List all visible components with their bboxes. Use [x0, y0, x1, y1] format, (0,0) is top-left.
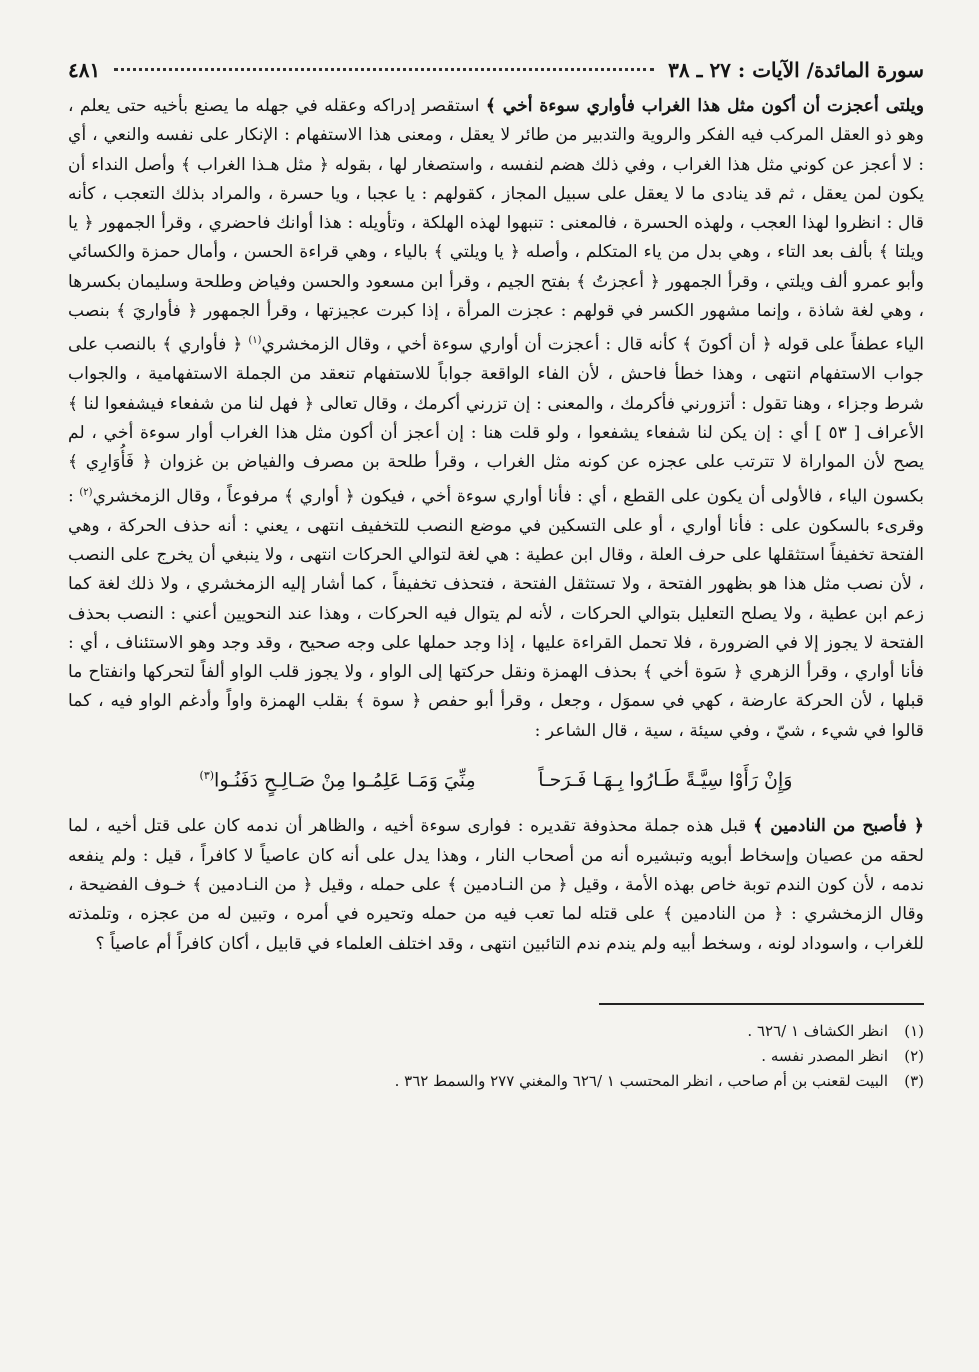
verse-quote: ﴿ فأصبح من النادمين ﴾: [753, 816, 924, 837]
verse-hemistich: مِنِّيَ وَمَـا عَلِمُـوا مِنْ صَـالِـحٍ دَفَنُـوا$^{(٣)}$: [199, 769, 476, 792]
footnote-separator: [599, 1003, 924, 1005]
footnote-text: انظر الكشاف ١ /٦٢٦ .: [747, 1021, 888, 1040]
paragraph: [68, 92, 924, 746]
paragraph-text: قبل هذه جملة محذوفة تقديره : فوارى سوءة أخيه ، والظاهر أن ندمه كان على قتل أخيه ، لما لحقه من عصيان وإسخاط أبويه وتبشيره أنه من أصحاب النار ، وهذا يدل على أنه كان عاصياً لا كافراً ، قيل : ولم ينفعه ندمه ، لأن كون الندم توبة خاص بهذه الأمة ، وقيل ﴿ من النـادمين ﴾ على حمله ، وقيل ﴿ من النـادمين ﴾ خـوف الفضيحة ، وقال الزمخشري : ﴿ من النادمين ﴾ على قتله لما تعب فيه من حمله وتحيره في أمره ، وتبين له من عجزه ، وتلمذته للغراب ، واسوداد لونه ، وسخط أبيه ولم يندم ندم التائبين انتهى ، وقد اختلف العلماء في قابيل ، أكان كافراً أم عاصياً ؟: [68, 816, 924, 954]
footnote-text: انظر المصدر نفسه .: [761, 1046, 888, 1065]
paragraph-text: ﴿ فأواري ﴾ بالنصب على جواب الاستفهام انتهى ، وهذا خطأ فاحش ، لأن الفاء الواقعة جواباً للاستفهام تنعقد من الجملة الاستفهامية ، والجواب شرط وجزاء ، وهنا تقول : أتزورني فأكرمك ، والمعنى : إن تزرني أكرمك ، وقال تعالى ﴿ فهل لنا من شفعاء فيشفعوا لنا ﴾ الأعراف [ ٥٣ ] أي : إن يكن لنا شفعاء يشفعوا ، ولو قلت هنا : إن أعجز أن أكون مثل هذا الغراب أوار سوءة أخي ، لم يصح لأن المواراة لا تترتب على عجزه عن كونه مثل الغراب ، وقرأ طلحة بن مصرف والفياض بن غزوان ﴿ فَأُوَارِي ﴾ بكسون الياء ، فالأولى أن يكون على القطع ، أي : فأنا أواري سوءة أخي ، فيكون ﴿ أواري ﴾ مرفوعاً ، وقال الزمخشري: [68, 335, 925, 507]
running-header: [68, 58, 924, 92]
verse-hemistich: وَإِنْ رَأَوْا سِيَّـةً طَـارُوا بِـهَـا فَـرَحـاً: [538, 769, 793, 792]
footnote: [68, 1044, 924, 1069]
footnote: [68, 1019, 924, 1044]
footnote-number: (١): [904, 1021, 924, 1040]
footnote-ref: (١): [248, 335, 262, 347]
poetry-verse: [68, 756, 924, 800]
footnotes: [68, 1019, 924, 1094]
footnote-number: (٣): [904, 1071, 924, 1090]
footnote: [68, 1069, 924, 1094]
verse-quote: ويلتى أعجزت أن أكون مثل هذا الغراب فأواري سوءة أخي ﴾: [485, 96, 924, 116]
paragraph-text: : وقرىء بالسكون على : فأنا أواري ، أو على التسكين في موضع النصب للتخفيف انتهى ، يعني : أنه حذف الحركة ، وهي الفتحة تخفيفاً استثقلها على حرف العلة ، وقال ابن عطية : هي لغة لتوالي الحركات انتهى ، ولا ينبغي أن يخرج على النصب ، لأن نصب مثل هذا هو بظهور الفتحة ، ولا تستثقل الفتحة ، فتحذف تخفيفاً ، كما أشار إليه الزمخشري ، ولا ذلك لغة كما زعم ابن عطية ، ولا يصلح التعليل بتوالي الحركات ، لأنه لم يتوال فيه الحركات ، وهذا عند النحويين أعني : النصب بحذف الفتحة لا يجوز إلا في الضرورة ، فلا تحمل القراءة عليها ، إذا وجد حملها على وجه صحيح ، وقد وجد وهو الاستئناف ، أي : فأنا أواري ، وقرأ الزهري ﴿ سَوة أخي ﴾ بحذف الهمزة ونقل حركتها إلى الواو ، ولا يجوز قلب الواو ألفاً لتحركها وانفتاح ما قبلها ، لأن الحركة عارضة ، كهي في سموَل ، وجعل ، وقرأ أبو حفص ﴿ سوة ﴾ بقلب الهمزة واواً وأدغم الواو فيه ، كما قالوا في شيء ، شيّ ، وفي سيئة ، سية ، قال الشاعر :: [68, 486, 924, 741]
footnote-ref: (٣): [199, 769, 215, 782]
page-number: ٤٨١: [68, 58, 101, 82]
paragraph-text: استقصر إدراكه وعقله في جهله ما يصنع بأخيه حتى يعلم ، وهو ذو العقل المركب فيه الفكر والروية والتدبير من طائر لا يعقل ، ومعنى هذا الاستفهام : الإنكار على نفسه والنعي ، أي : لا أعجز عن كوني مثل هذا الغراب ، وفي ذلك هضم لنفسه ، واستصغار لها ، بقوله ﴿ مثل هـذا الغراب ﴾ وأصل النداء أن يكون لمن يعقل ، ثم قد ينادى ما لا يعقل على سبيل المجاز ، كقولهم : يا عجبا ، ويا حسرة ، والمراد بذلك التعجب ، كأنه قال : انظروا لهذا العجب ، ولهذه الحسرة ، فالمعنى : تنبهوا لهذه الهلكة ، وتأويله : هذا أوانك فاحضري ، وقرأ الجمهور ﴿ يا ويلتا ﴾ بألف بعد التاء ، وهي بدل من ياء المتكلم ، وأصله ﴿ يا ويلتي ﴾ بالياء ، وهي قراءة الحسن ، وأمال حمزة والكسائي وأبو عمرو ألف ويلتي ، وقرأ الجمهور ﴿ أعجزتُ ﴾ بفتح الجيم ، وقرأ ابن مسعود والحسن وفياض وطلحة وسليمان بكسرها ، وهي لغة شاذة ، وإنما مشهور الكسر في قولهم : عجزت المرأة ، إذا كبرت عجيزتها ، وقرأ الجمهور ﴿ فأواريَ ﴾ بنصب الياء عطفاً على قوله ﴿ أن أكونَ ﴾ كأنه قال : أعجزت أن أواري سوءة أخي ، وقال الزمخشري: [68, 96, 924, 356]
footnote-number: (٢): [904, 1046, 924, 1065]
main-text: [68, 92, 924, 959]
footnote-ref: (٢): [79, 486, 93, 498]
chapter-title: سورة المائدة/ الآيات : ٢٧ ـ ٣٨: [668, 58, 924, 82]
dotted-leader: [114, 68, 654, 71]
paragraph: [68, 812, 924, 958]
footnote-text: البيت لقعنب بن أم صاحب ، انظر المحتسب ١ /٦٢٦ والمغني ٢٧٧ والسمط ٣٦٢ .: [394, 1071, 888, 1090]
